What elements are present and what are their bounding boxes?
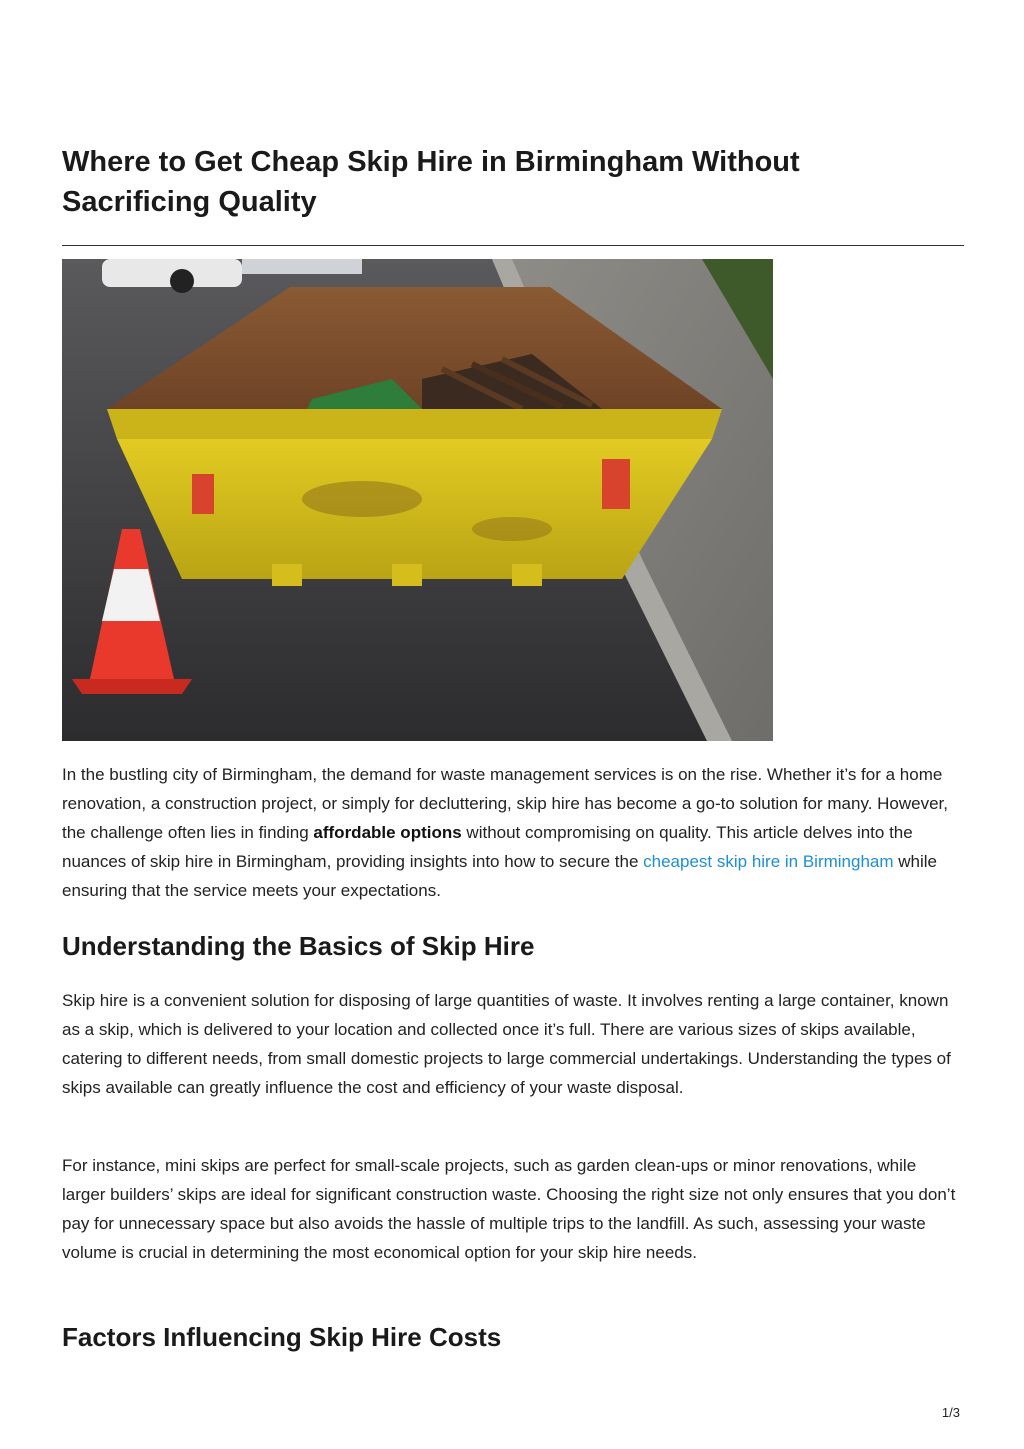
section-heading-basics: Understanding the Basics of Skip Hire [62,931,535,961]
page-number: 1/3 [941,1405,960,1420]
title-divider [62,245,964,246]
article-title: Where to Get Cheap Skip Hire in Birmingham Without Sacrificing Quality [62,146,800,218]
skip-photo-illustration [62,259,773,741]
intro-text-1: In the bustling city of Birmingham, the demand for waste management services is on the rise. Whether it’s for a home renovation, a construction project, or simply for decluttering, skip hire has become a go-to solution for many. However, the challenge often lies in finding [62,765,949,842]
hero-image [62,259,773,741]
intro-bold-text: affordable options [313,823,462,842]
cheapest-skip-hire-link[interactable]: cheapest skip hire in Birmingham [643,852,894,871]
intro-text-3: while ensuring that the service meets your expectations. [62,852,938,900]
intro-text-2: without compromising on quality. This article delves into the nuances of skip hire in Birmingham, providing insights into how to secure the [62,823,913,871]
basics-paragraph-2: For instance, mini skips are perfect for small-scale projects, such as garden clean-ups or minor renovations, while larger builders’ skips are ideal for significant construction waste. Choosing the right size not only ensures that you don’t pay for unnecessary space but also avoids the hassle of multiple trips to the landfill. As such, assessing your waste volume is crucial in determining the most economical option for your skip hire needs. [62,1156,956,1262]
basics-paragraph-1: Skip hire is a convenient solution for disposing of large quantities of waste. It involves renting a large container, known as a skip, which is delivered to your location and collected once it’s full. There are various sizes of skips available, catering to different needs, from small domestic projects to large commercial undertakings. Understanding the types of skips available can greatly influence the cost and efficiency of your waste disposal. [62,991,951,1097]
section-heading-costs: Factors Influencing Skip Hire Costs [62,1322,502,1352]
intro-paragraph [62,760,957,905]
